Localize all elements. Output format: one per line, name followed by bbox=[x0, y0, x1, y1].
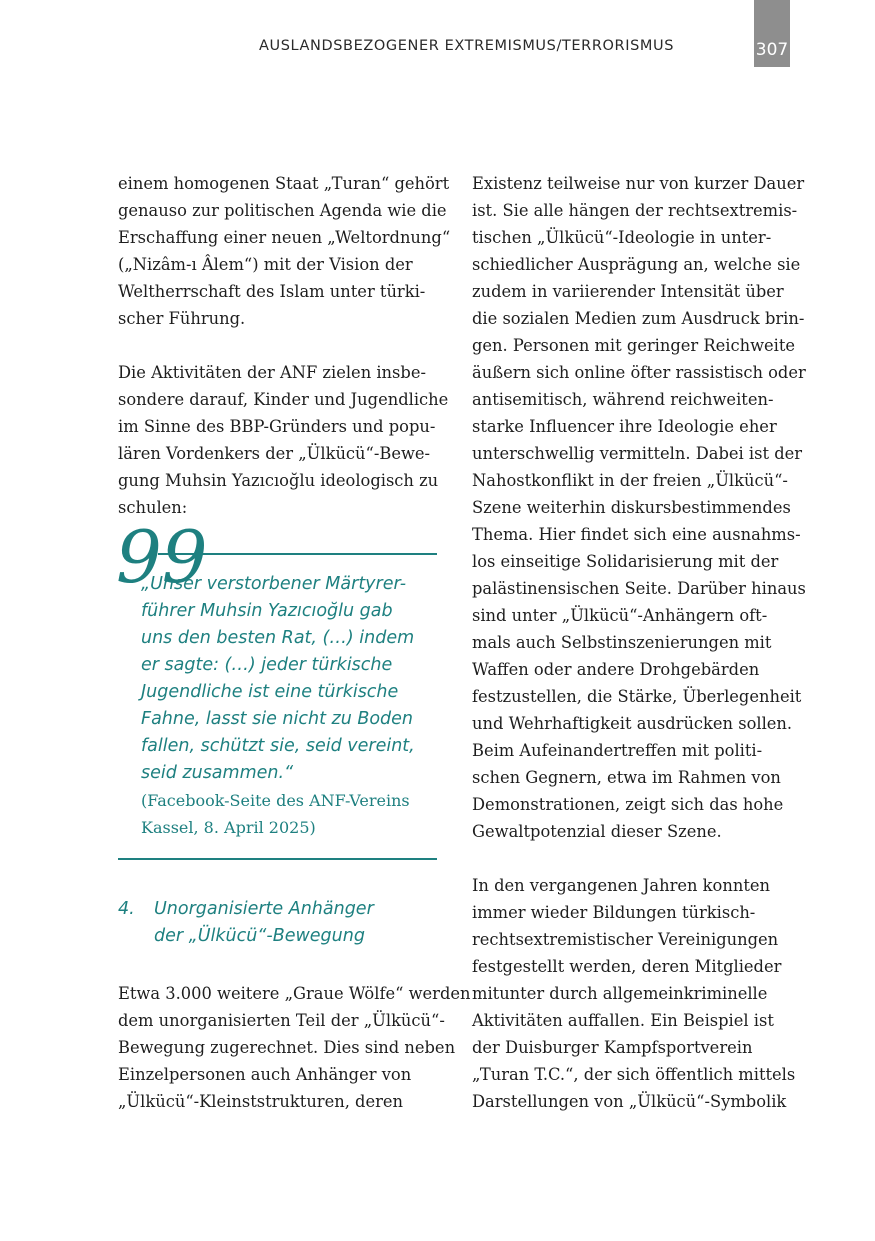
quote-line: uns den besten Rat, (…) indem bbox=[141, 628, 415, 648]
quote-source-line: Kassel, 8. April 2025) bbox=[141, 818, 316, 837]
text-line: Bewegung zugerechnet. Dies sind neben bbox=[118, 1038, 456, 1057]
text-line: sondere darauf, Kinder und Jugendliche bbox=[118, 390, 449, 409]
left-column bbox=[116, 170, 471, 1115]
text-line: zudem in variierender Intensität über bbox=[472, 282, 784, 301]
text-line: Thema. Hier findet sich eine ausnahms- bbox=[472, 525, 801, 544]
text-line: antisemitisch, während reichweiten- bbox=[472, 390, 774, 409]
text-line: tischen „Ülkücü“-Ideologie in unter- bbox=[472, 228, 772, 247]
text-line: Beim Aufeinandertreffen mit politi- bbox=[472, 741, 763, 760]
text-line: gen. Personen mit geringer Reichweite bbox=[472, 336, 796, 355]
text-line: einem homogenen Staat „Turan“ gehört bbox=[118, 174, 450, 193]
text-line: Erschaffung einer neuen „Weltordnung“ bbox=[118, 228, 451, 247]
text-line: im Sinne des BBP-Gründers und popu- bbox=[118, 417, 436, 436]
text-line: gung Muhsin Yazıcıoğlu ideologisch zu bbox=[118, 471, 439, 490]
section-title-line: Unorganisierte Anhänger bbox=[154, 899, 374, 919]
text-line: Einzelpersonen auch Anhänger von bbox=[118, 1065, 412, 1084]
text-line: starke Influencer ihre Ideologie eher bbox=[472, 417, 777, 436]
text-line: „Turan T.C.“, der sich öffentlich mittels bbox=[472, 1065, 796, 1084]
text-line: Existenz teilweise nur von kurzer Dauer bbox=[472, 174, 805, 193]
paragraph bbox=[472, 170, 806, 845]
quotation-mark-icon: 99 bbox=[116, 515, 208, 599]
text-line: die sozialen Medien zum Ausdruck brin- bbox=[472, 309, 805, 328]
text-line: In den vergangenen Jahren konnten bbox=[472, 876, 770, 895]
text-line: („Nizâm-ı Âlem“) mit der Vision der bbox=[118, 255, 413, 274]
text-line: mals auch Selbstinszenierungen mit bbox=[472, 633, 772, 652]
text-line: Weltherrschaft des Islam unter türki- bbox=[118, 282, 426, 301]
text-line: der Duisburger Kampfsportverein bbox=[472, 1038, 753, 1057]
paragraph bbox=[118, 980, 471, 1115]
running-header: AUSLANDSBEZOGENER EXTREMISMUS/TERRORISMUS bbox=[258, 38, 674, 54]
quote-line: Fahne, lasst sie nicht zu Boden bbox=[141, 709, 414, 729]
text-line: rechtsextremistischer Vereinigungen bbox=[472, 930, 779, 949]
text-line: festzustellen, die Stärke, Überlegenheit bbox=[472, 687, 802, 706]
text-line: immer wieder Bildungen türkisch- bbox=[472, 903, 756, 922]
quote-line: führer Muhsin Yazıcıoğlu gab bbox=[141, 601, 393, 621]
quote-rule-bottom bbox=[118, 858, 437, 860]
text-line: äußern sich online öfter rassistisch oder bbox=[472, 363, 806, 382]
page-number: 307 bbox=[754, 0, 790, 67]
text-line: Etwa 3.000 weitere „Graue Wölfe“ werden bbox=[118, 984, 471, 1003]
section-number: 4. bbox=[118, 899, 135, 919]
text-line: mitunter durch allgemeinkriminelle bbox=[472, 984, 768, 1003]
text-line: schiedlicher Ausprägung an, welche sie bbox=[472, 255, 801, 274]
quote-line: fallen, schützt sie, seid vereint, bbox=[141, 736, 415, 756]
text-line: unterschwellig vermitteln. Dabei ist der bbox=[472, 444, 803, 463]
text-line: dem unorganisierten Teil der „Ülkücü“- bbox=[118, 1011, 445, 1030]
text-line: Nahostkonflikt in der freien „Ülkücü“- bbox=[472, 471, 788, 490]
text-line: Die Aktivitäten der ANF zielen insbe- bbox=[118, 363, 426, 382]
text-line: Waffen oder andere Drohgebärden bbox=[472, 660, 760, 679]
text-line: scher Führung. bbox=[118, 309, 246, 328]
text-line: Szene weiterhin diskursbestimmendes bbox=[472, 498, 791, 517]
paragraph bbox=[472, 872, 797, 1115]
text-line: genauso zur politischen Agenda wie die bbox=[118, 201, 447, 220]
paragraph bbox=[118, 170, 451, 332]
text-line: lären Vordenkers der „Ülkücü“-Bewe- bbox=[118, 444, 431, 463]
quote-line: „Unser verstorbener Märtyrer- bbox=[141, 574, 407, 594]
text-line: sind unter „Ülkücü“-Anhängern oft- bbox=[472, 606, 768, 625]
text-line: palästinensischen Seite. Darüber hinaus bbox=[472, 579, 806, 598]
quote-line: seid zusammen.“ bbox=[141, 763, 294, 783]
text-line: „Ülkücü“-Kleinststrukturen, deren bbox=[118, 1092, 404, 1111]
text-line: Aktivitäten auffallen. Ein Beispiel ist bbox=[472, 1011, 774, 1030]
right-column bbox=[472, 170, 806, 1115]
quote-source-line: (Facebook-Seite des ANF-Vereins bbox=[141, 791, 410, 810]
pull-quote bbox=[116, 515, 437, 860]
text-line: Darstellungen von „Ülkücü“-Symbolik bbox=[472, 1092, 787, 1111]
quote-line: Jugendliche ist eine türkische bbox=[141, 682, 399, 702]
section-title-line: der „Ülkücü“-Bewegung bbox=[154, 926, 365, 946]
text-line: ist. Sie alle hängen der rechtsextremis- bbox=[472, 201, 798, 220]
quote-line: er sagte: (…) jeder türkische bbox=[141, 655, 393, 675]
text-line: festgestellt werden, deren Mitglieder bbox=[472, 957, 782, 976]
text-line: schen Gegnern, etwa im Rahmen von bbox=[472, 768, 781, 787]
section-heading bbox=[118, 896, 443, 950]
text-line: Gewaltpotenzial dieser Szene. bbox=[472, 822, 722, 841]
paragraph bbox=[118, 359, 449, 521]
text-line: und Wehrhaftigkeit ausdrücken sollen. bbox=[472, 714, 793, 733]
text-line: schulen: bbox=[118, 498, 188, 517]
text-line: los einseitige Solidarisierung mit der bbox=[472, 552, 779, 571]
text-line: Demonstrationen, zeigt sich das hohe bbox=[472, 795, 784, 814]
